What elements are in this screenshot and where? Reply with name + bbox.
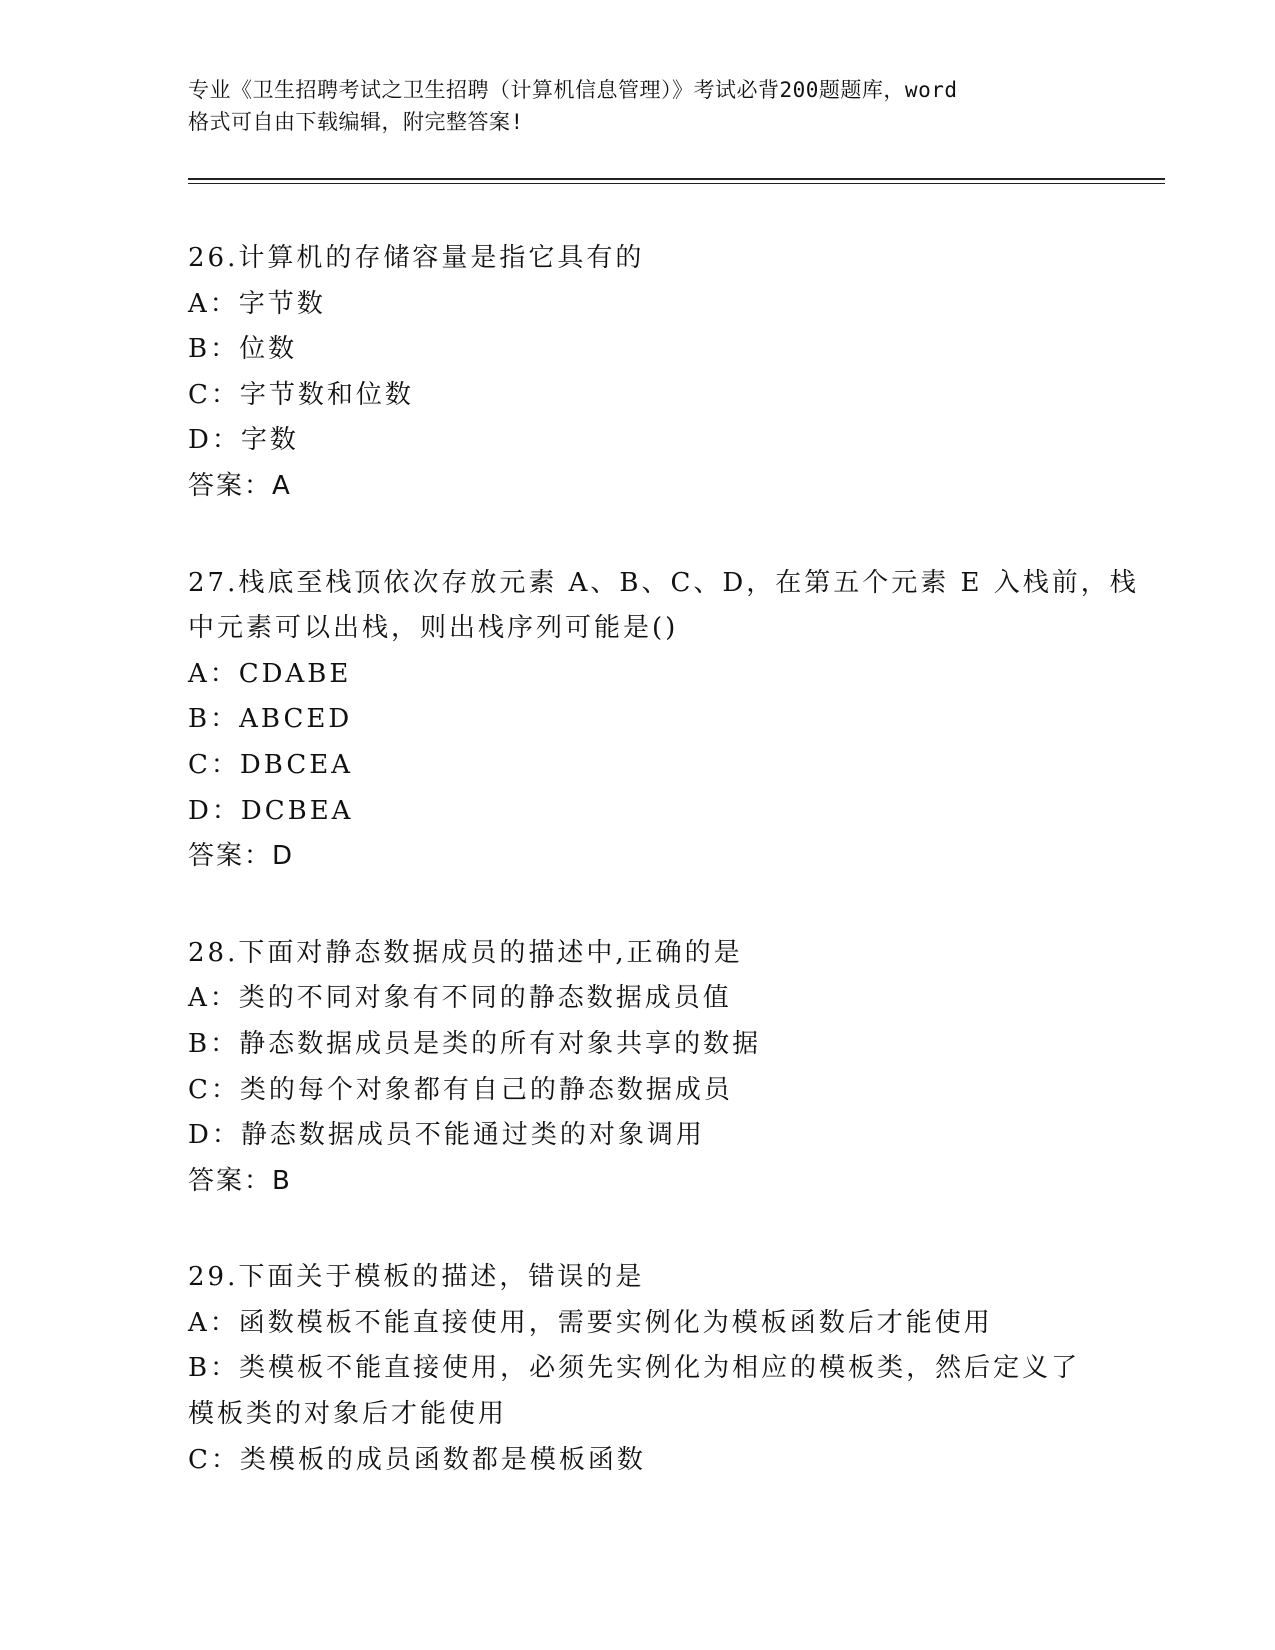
option-b-continued: 模板类的对象后才能使用 (188, 1399, 508, 1430)
question-stem: 29.下面关于模板的描述，错误的是 (188, 1262, 645, 1293)
question-26 (188, 236, 1088, 510)
option-b: B：类模板不能直接使用，必须先实例化为相应的模板类，然后定义了 (188, 1353, 1081, 1384)
option-c: C：类模板的成员函数都是模板函数 (188, 1444, 646, 1475)
question-list (188, 236, 1139, 1534)
option-d: D：字数 (188, 425, 299, 456)
option-a: A：字节数 (188, 288, 326, 319)
option-c: C：DBCEA (188, 749, 353, 780)
option-d: D：DCBEA (188, 795, 354, 826)
header-divider-thin (188, 183, 1165, 184)
answer-label: 答案：A (188, 470, 292, 501)
option-b: B：静态数据成员是类的所有对象共享的数据 (188, 1028, 762, 1059)
document-header (188, 74, 1098, 138)
option-d: D：静态数据成员不能通过类的对象调用 (188, 1120, 705, 1151)
question-stem: 28.下面对静态数据成员的描述中,正确的是 (188, 937, 743, 968)
question-stem: 26.计算机的存储容量是指它具有的 (188, 243, 645, 273)
answer-label: 答案：B (188, 1165, 292, 1196)
header-divider-thick (188, 178, 1165, 180)
option-a: A：CDABE (188, 658, 352, 689)
option-a: A：类的不同对象有不同的静态数据成员值 (188, 983, 732, 1014)
question-29 (188, 1255, 1088, 1483)
option-a: A：函数模板不能直接使用，需要实例化为模板函数后才能使用 (188, 1307, 993, 1338)
option-b: B：位数 (188, 334, 298, 365)
question-stem: 27.栈底至栈顶依次存放元素 A、B、C、D，在第五个元素 E 入栈前，栈 (188, 567, 1139, 598)
option-b: B：ABCED (188, 704, 353, 735)
option-c: C：字节数和位数 (188, 379, 414, 410)
question-28 (188, 931, 1088, 1205)
question-stem-continued: 中元素可以出栈，则出栈序列可能是() (188, 613, 679, 644)
question-27 (188, 561, 1139, 880)
header-line-1: 专业《卫生招聘考试之卫生招聘（计算机信息管理）》考试必背200题题库，word (188, 78, 958, 102)
answer-label: 答案：D (188, 841, 295, 872)
option-c: C：类的每个对象都有自己的静态数据成员 (188, 1074, 733, 1105)
header-line-2: 格式可自由下载编辑，附完整答案! (188, 110, 524, 134)
